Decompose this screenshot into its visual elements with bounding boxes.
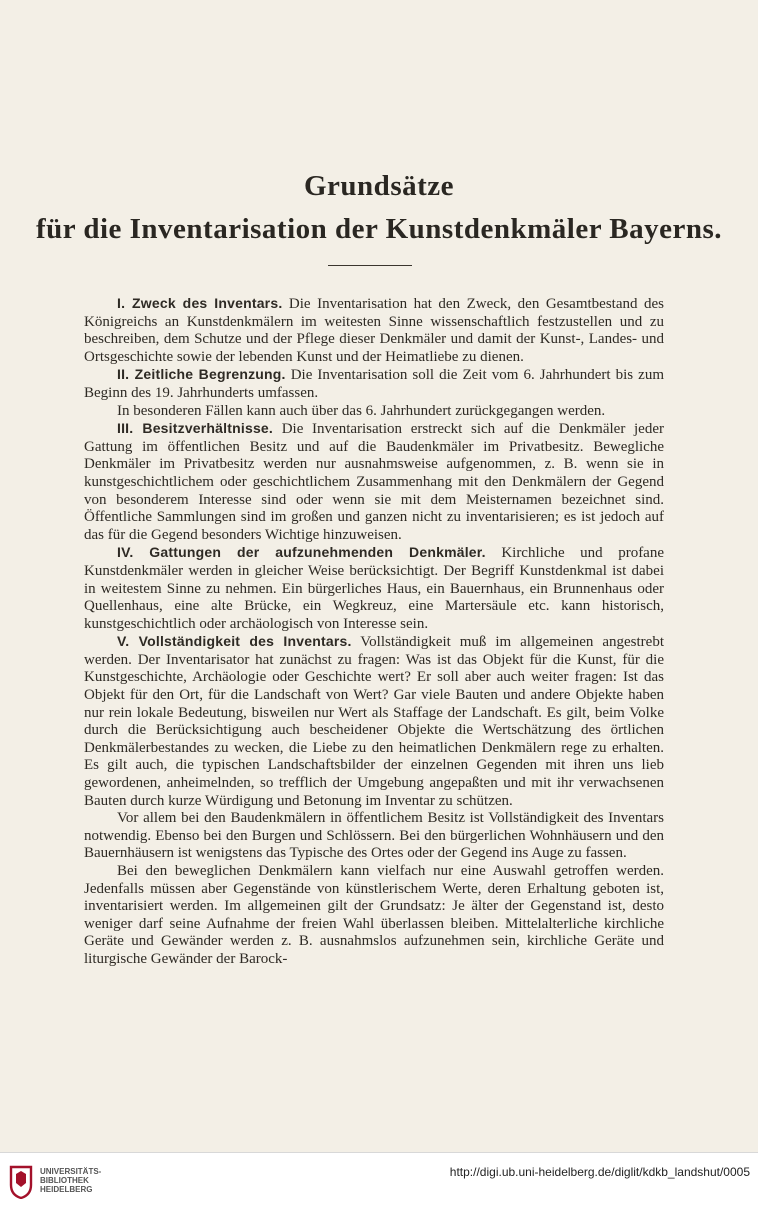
section-heading: V. Vollständigkeit des Inventars. (117, 633, 352, 650)
paragraph (84, 295, 664, 366)
paragraph (84, 544, 664, 633)
paragraph (84, 810, 664, 863)
library-logo-text[interactable] (40, 1167, 101, 1194)
paragraph-text: Bei den beweglichen Denkmälern kann vielfach nur eine Auswahl getroffen werden. Jedenfalls müssen aber Gegenstände von künstlerischem Werte, deren Erhaltung geboten ist, inventarisiert werden. Im allgemeinen gilt der Grundsatz: Je älter der Gegenstand ist, desto weniger darf seine Aufnahme der freien Wahl überlassen bleiben. Mittelalterliche kirchliche Geräte und Gewänder werden z. B. ausnahmslos aufzunehmen sein, kirchliche Geräte und liturgische Gewänder der Barock- (84, 863, 664, 967)
paragraph (84, 420, 664, 544)
paragraph-text: Vollständigkeit muß im allgemeinen angestrebt werden. Der Inventarisator hat zunächst zu fragen: Was ist das Objekt für die Kunst, für die Kunstgeschichte, Archäologie oder Geschichte wert? Er soll aber auch weiter fragen: Ist das Objekt für den Ort, für die Landschaft von Wert? Gar viele Bauten und andere Objekte haben nur rein lokale Bedeutung, bisweilen nur Wert als Staffage der Landschaft. Es gilt, beim Volke durch die Berücksichtigung auch bescheidener Objekte die Wertschätzung des örtlichen Denkmälerbestandes zu wecken, die Liebe zu den heimatlichen Denkmälern rege zu erhalten. Es gilt auch, die typischen Landschaftsbilder der einzelnen Gegenden mit ihren uns lieb gewordenen, anheimelnden, so trefflich der Umgebung angepaßten und mit ihr verwachsenen Bauten durch kurze Würdigung und Betonung im Inventar zu schützen. (84, 634, 664, 809)
logo-line: UNIVERSITÄTS- (40, 1167, 102, 1176)
paragraph (84, 863, 664, 969)
section-heading: III. Besitzverhältnisse. (117, 420, 274, 437)
permalink-url[interactable]: http://digi.ub.uni-heidelberg.de/diglit/kdkb_landshut/0005 (449, 1165, 750, 1179)
section-heading: I. Zweck des Inventars. (117, 295, 283, 311)
university-seal-icon[interactable] (8, 1165, 34, 1199)
footer-bar (0, 1152, 758, 1212)
title-divider (328, 265, 412, 266)
paragraph-text: Die Inventarisation erstreckt sich auf die Denkmäler jeder Gattung im öffentlichen Besitz und auf die Baudenkmäler im Privatbesitz. Bewegliche Denkmäler im Privatbesitz werden nur ausnahmsweise aufgenommen, z. B. wenn sie in kunstgeschichtlichem oder geschichtlichem Zusammenhang mit den Denkmälern der Gegend von besonderem Interesse sind oder wenn sie mit dem Meisternamen bezeichnet sind. Öffentliche Sammlungen sind im großen und ganzen nicht zu inventarisieren; es ist jedoch auf das für die Gegend besonders Wichtige hinzuweisen. (84, 421, 664, 543)
paragraph-text: In besonderen Fällen kann auch über das 6. Jahrhundert zurückgegangen werden. (117, 402, 606, 419)
page-title: Grundsätze (304, 170, 454, 202)
paragraph-text: Die Inventarisation soll die Zeit vom 6. Jahrhundert bis zum Beginn des 19. Jahrhunderts umfassen. (84, 367, 664, 401)
paragraph-text: Kirchliche und profane Kunstdenkmäler werden in gleicher Weise berücksichtigt. Der Begriff Kunstdenkmal ist dabei in weitestem Sinne zu nehmen. Ein bürgerliches Haus, ein Bauernhaus, ein Brunnenhaus oder Quellenhaus, eine alte Brücke, ein Wegkreuz, eine Martersäule etc. kann historisch, kunstgeschichtlich oder archäologisch von Interesse sein. (84, 545, 665, 632)
document-body (84, 295, 664, 969)
paragraph-text: Die Inventarisation hat den Zweck, den Gesamtbestand des Königreichs an Kunstdenkmälern im weitesten Sinne wissenschaftlich festzustellen und zu beschreiben, dem Schutze und der Pflege dieser Denkmäler und damit der Kunst-, Landes- und Ortsgeschichte sowie der lebenden Kunst und der Heimatliebe zu dienen. (84, 296, 664, 365)
logo-line: BIBLIOTHEK (40, 1176, 89, 1185)
paragraph (84, 633, 664, 810)
page-subtitle: für die Inventarisation der Kunstdenkmäler Bayerns. (35, 213, 723, 245)
paragraph (84, 366, 664, 402)
section-heading: II. Zeitliche Begrenzung. (117, 366, 286, 383)
paragraph (84, 403, 664, 421)
paragraph-text: Vor allem bei den Baudenkmälern in öffentlichem Besitz ist Vollständigkeit des Inventars notwendig. Ebenso bei den Burgen und Schlössern. Bei den bürgerlichen Wohnhäusern und den Bauernhäusern ist wenigstens das Typische des Ortes oder der Gegend ins Auge zu fassen. (84, 810, 664, 862)
section-heading: IV. Gattungen der aufzunehmenden Denkmäler. (117, 544, 486, 561)
logo-line: HEIDELBERG (40, 1185, 93, 1194)
